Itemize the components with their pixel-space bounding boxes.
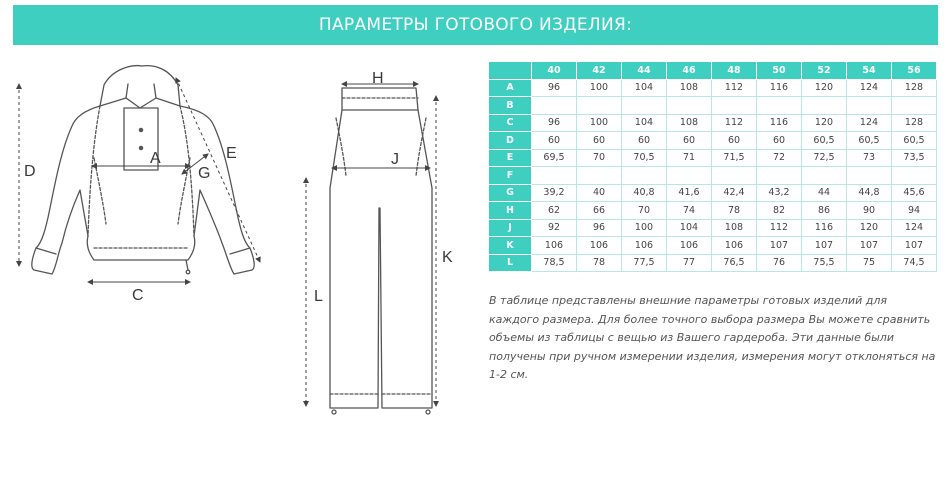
table-cell: 75,5 (802, 254, 847, 272)
size-header: 50 (757, 62, 802, 80)
table-row (489, 219, 937, 237)
table-cell: 104 (622, 79, 667, 97)
dim-label-k: K (442, 249, 453, 266)
table-cell: 74,5 (892, 254, 937, 272)
table-row (489, 254, 937, 272)
row-label: H (489, 202, 532, 220)
page-title-banner (13, 5, 938, 45)
table-cell (532, 97, 577, 115)
table-cell: 90 (847, 202, 892, 220)
table-cell: 72,5 (802, 149, 847, 167)
table-row (489, 149, 937, 167)
table-cell (847, 97, 892, 115)
table-cell: 107 (802, 237, 847, 255)
table-row (489, 132, 937, 150)
table-cell: 60 (712, 132, 757, 150)
table-cell: 74 (667, 202, 712, 220)
table-cell (757, 97, 802, 115)
size-header: 40 (532, 62, 577, 80)
table-cell: 78 (577, 254, 622, 272)
size-header: 44 (622, 62, 667, 80)
table-cell: 106 (622, 237, 667, 255)
measurement-note: В таблице представлены внешние параметры готовых изделий для каждого размера. Для более точного выбора размера Вы можете сравнить объемы из таблицы с вещью из Вашего гардероба. Эти данные были получены при ручном измерении изделия, измерения могут отклоняться на 1-2 см. (489, 294, 936, 381)
table-cell: 116 (802, 219, 847, 237)
table-cell: 96 (532, 114, 577, 132)
table-row (489, 202, 937, 220)
table-cell (577, 167, 622, 185)
row-label: L (489, 254, 532, 272)
table-cell: 40,8 (622, 184, 667, 202)
size-table (488, 61, 937, 272)
table-cell (802, 97, 847, 115)
table-row (489, 237, 937, 255)
table-cell: 106 (712, 237, 757, 255)
table-cell: 75 (847, 254, 892, 272)
table-cell: 60 (667, 132, 712, 150)
table-cell: 77 (667, 254, 712, 272)
table-cell: 100 (622, 219, 667, 237)
table-cell: 39,2 (532, 184, 577, 202)
table-cell: 116 (757, 79, 802, 97)
dim-label-h: H (372, 70, 384, 87)
table-cell: 77,5 (622, 254, 667, 272)
table-cell: 107 (847, 237, 892, 255)
table-row (489, 114, 937, 132)
table-cell: 60 (622, 132, 667, 150)
size-header: 54 (847, 62, 892, 80)
row-label: J (489, 219, 532, 237)
table-cell: 43,2 (757, 184, 802, 202)
table-cell (892, 167, 937, 185)
table-row (489, 79, 937, 97)
dim-label-g: G (198, 165, 211, 182)
table-cell: 60 (532, 132, 577, 150)
table-cell: 128 (892, 114, 937, 132)
table-cell (622, 167, 667, 185)
table-cell: 40 (577, 184, 622, 202)
table-cell: 76 (757, 254, 802, 272)
size-header: 42 (577, 62, 622, 80)
table-cell: 69,5 (532, 149, 577, 167)
table-cell: 104 (667, 219, 712, 237)
table-cell: 104 (622, 114, 667, 132)
table-cell (622, 97, 667, 115)
table-cell: 78,5 (532, 254, 577, 272)
dim-label-d: D (24, 163, 36, 180)
table-cell (712, 167, 757, 185)
table-cell: 62 (532, 202, 577, 220)
size-header: 46 (667, 62, 712, 80)
table-row (489, 184, 937, 202)
table-cell: 112 (757, 219, 802, 237)
row-label: G (489, 184, 532, 202)
table-cell: 124 (892, 219, 937, 237)
table-cell: 106 (577, 237, 622, 255)
size-header: 48 (712, 62, 757, 80)
table-cell: 70,5 (622, 149, 667, 167)
size-header-row (489, 62, 937, 80)
jacket-sketch (32, 66, 254, 274)
table-cell: 71,5 (712, 149, 757, 167)
garment-sketch (0, 48, 480, 477)
table-cell: 107 (757, 237, 802, 255)
table-cell: 73 (847, 149, 892, 167)
table-cell: 124 (847, 114, 892, 132)
table-cell: 76,5 (712, 254, 757, 272)
table-cell (667, 97, 712, 115)
table-cell (712, 97, 757, 115)
table-cell: 70 (577, 149, 622, 167)
table-cell: 70 (622, 202, 667, 220)
table-cell: 106 (667, 237, 712, 255)
table-cell: 124 (847, 79, 892, 97)
size-header: 52 (802, 62, 847, 80)
table-cell: 73,5 (892, 149, 937, 167)
size-table-body (489, 79, 937, 272)
garment-diagram (0, 48, 480, 477)
row-label: F (489, 167, 532, 185)
table-cell: 96 (577, 219, 622, 237)
row-label: K (489, 237, 532, 255)
dim-label-l: L (314, 288, 323, 305)
table-cell: 112 (712, 79, 757, 97)
table-cell: 112 (712, 114, 757, 132)
table-cell: 66 (577, 202, 622, 220)
dim-label-c: C (132, 287, 144, 304)
table-cell: 92 (532, 219, 577, 237)
table-cell: 60 (757, 132, 802, 150)
row-label: A (489, 79, 532, 97)
table-cell: 128 (892, 79, 937, 97)
table-cell: 108 (712, 219, 757, 237)
table-cell: 82 (757, 202, 802, 220)
dim-label-a: A (150, 150, 161, 167)
table-cell: 60,5 (847, 132, 892, 150)
table-cell: 100 (577, 79, 622, 97)
page-title: ПАРАМЕТРЫ ГОТОВОГО ИЗДЕЛИЯ: (318, 15, 633, 35)
row-label: E (489, 149, 532, 167)
table-cell (892, 97, 937, 115)
table-cell: 116 (757, 114, 802, 132)
table-cell: 106 (532, 237, 577, 255)
table-cell: 120 (847, 219, 892, 237)
table-cell: 72 (757, 149, 802, 167)
table-cell: 120 (802, 114, 847, 132)
table-cell (577, 97, 622, 115)
table-cell: 78 (712, 202, 757, 220)
table-cell: 108 (667, 114, 712, 132)
table-cell: 96 (532, 79, 577, 97)
table-row (489, 167, 937, 185)
table-cell: 94 (892, 202, 937, 220)
table-cell: 42,4 (712, 184, 757, 202)
table-cell: 41,6 (667, 184, 712, 202)
row-label: B (489, 97, 532, 115)
table-cell: 44,8 (847, 184, 892, 202)
table-row (489, 97, 937, 115)
table-cell: 60,5 (892, 132, 937, 150)
table-cell: 120 (802, 79, 847, 97)
row-label: D (489, 132, 532, 150)
table-cell: 45,6 (892, 184, 937, 202)
dimension-lines (19, 78, 436, 406)
table-cell: 44 (802, 184, 847, 202)
table-cell (847, 167, 892, 185)
table-cell (532, 167, 577, 185)
table-cell (757, 167, 802, 185)
table-cell: 60,5 (802, 132, 847, 150)
table-cell: 100 (577, 114, 622, 132)
table-corner (489, 62, 532, 80)
table-cell: 86 (802, 202, 847, 220)
table-cell: 60 (577, 132, 622, 150)
table-cell: 108 (667, 79, 712, 97)
pants-sketch (330, 88, 432, 414)
dim-label-e: E (226, 145, 237, 162)
table-cell: 71 (667, 149, 712, 167)
row-label: C (489, 114, 532, 132)
table-cell: 107 (892, 237, 937, 255)
table-cell (802, 167, 847, 185)
dim-label-j: J (391, 151, 399, 168)
size-header: 56 (892, 62, 937, 80)
table-cell (667, 167, 712, 185)
